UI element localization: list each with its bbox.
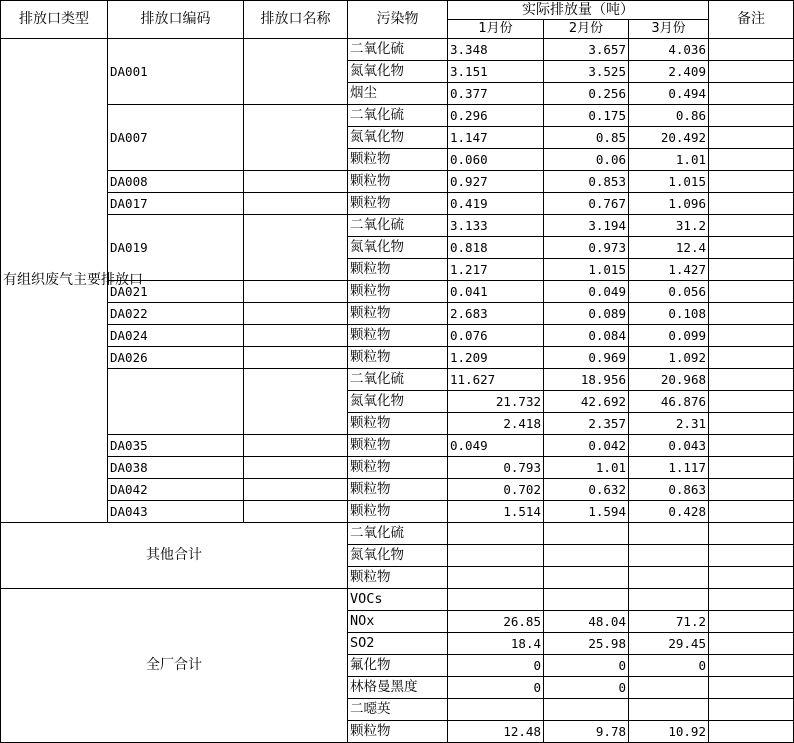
outlet-name xyxy=(244,281,348,303)
pollutant: 颗粒物 xyxy=(348,325,448,347)
pollutant: 颗粒物 xyxy=(348,259,448,281)
pollutant: 颗粒物 xyxy=(348,721,448,743)
pollutant: NOx xyxy=(348,611,448,633)
outlet-code: DA007 xyxy=(108,105,244,171)
value-month-2: 42.692 xyxy=(544,391,629,413)
value-month-3: 0.494 xyxy=(629,83,709,105)
outlet-name xyxy=(244,501,348,523)
value-month-3: 1.015 xyxy=(629,171,709,193)
value-month-2: 0.049 xyxy=(544,281,629,303)
remark-cell xyxy=(709,61,794,83)
value-month-3: 20.968 xyxy=(629,369,709,391)
remark-cell xyxy=(709,281,794,303)
remark-cell xyxy=(709,369,794,391)
outlet-name xyxy=(244,325,348,347)
value-month-3: 0.043 xyxy=(629,435,709,457)
pollutant: 颗粒物 xyxy=(348,347,448,369)
value-month-3 xyxy=(629,567,709,589)
header-type: 排放口类型 xyxy=(1,1,108,39)
remark-cell xyxy=(709,237,794,259)
pollutant: 颗粒物 xyxy=(348,281,448,303)
value-month-1: 0.702 xyxy=(448,479,544,501)
remark-cell xyxy=(709,435,794,457)
outlet-code: DA001 xyxy=(108,39,244,105)
value-month-1: 0.041 xyxy=(448,281,544,303)
outlet-code: DA024 xyxy=(108,325,244,347)
value-month-1: 0.049 xyxy=(448,435,544,457)
remark-cell xyxy=(709,545,794,567)
pollutant: 二氧化硫 xyxy=(348,215,448,237)
value-month-1 xyxy=(448,523,544,545)
table-row xyxy=(1,347,794,369)
value-month-2: 1.594 xyxy=(544,501,629,523)
remark-cell xyxy=(709,105,794,127)
outlet-code: DA038 xyxy=(108,457,244,479)
value-month-3: 29.45 xyxy=(629,633,709,655)
header-month-3: 3月份 xyxy=(629,20,709,39)
pollutant: 颗粒物 xyxy=(348,479,448,501)
value-month-1: 0.818 xyxy=(448,237,544,259)
value-month-2: 48.04 xyxy=(544,611,629,633)
value-month-3 xyxy=(629,523,709,545)
remark-cell xyxy=(709,413,794,435)
outlet-name xyxy=(244,105,348,171)
value-month-3: 1.01 xyxy=(629,149,709,171)
pollutant: 烟尘 xyxy=(348,83,448,105)
value-month-1: 0.419 xyxy=(448,193,544,215)
table-row xyxy=(1,457,794,479)
value-month-2: 0.084 xyxy=(544,325,629,347)
value-month-1: 1.147 xyxy=(448,127,544,149)
remark-cell xyxy=(709,83,794,105)
value-month-2: 0.973 xyxy=(544,237,629,259)
value-month-2: 25.98 xyxy=(544,633,629,655)
value-month-2: 3.525 xyxy=(544,61,629,83)
header-month-1: 1月份 xyxy=(448,20,544,39)
value-month-1 xyxy=(448,567,544,589)
value-month-1: 18.4 xyxy=(448,633,544,655)
value-month-2: 0.632 xyxy=(544,479,629,501)
pollutant: 颗粒物 xyxy=(348,567,448,589)
remark-cell xyxy=(709,325,794,347)
value-month-1: 12.48 xyxy=(448,721,544,743)
outlet-code: DA008 xyxy=(108,171,244,193)
value-month-2 xyxy=(544,545,629,567)
table-row xyxy=(1,215,794,237)
remark-cell xyxy=(709,303,794,325)
outlet-name xyxy=(244,479,348,501)
pollutant: 颗粒物 xyxy=(348,457,448,479)
table-row xyxy=(1,325,794,347)
outlet-name xyxy=(244,435,348,457)
value-month-1: 2.683 xyxy=(448,303,544,325)
value-month-3: 31.2 xyxy=(629,215,709,237)
table-row xyxy=(1,501,794,523)
remark-cell xyxy=(709,215,794,237)
remark-cell xyxy=(709,39,794,61)
outlet-code: DA021 xyxy=(108,281,244,303)
value-month-2: 0 xyxy=(544,677,629,699)
remark-cell xyxy=(709,479,794,501)
value-month-3: 0.108 xyxy=(629,303,709,325)
pollutant: 氮氧化物 xyxy=(348,391,448,413)
value-month-2: 0.042 xyxy=(544,435,629,457)
value-month-3: 71.2 xyxy=(629,611,709,633)
pollutant: 颗粒物 xyxy=(348,193,448,215)
remark-cell xyxy=(709,567,794,589)
other-total-label: 其他合计 xyxy=(1,523,348,589)
pollutant: 氮氧化物 xyxy=(348,545,448,567)
value-month-2: 9.78 xyxy=(544,721,629,743)
pollutant: 林格曼黑度 xyxy=(348,677,448,699)
value-month-2 xyxy=(544,567,629,589)
header-month-2: 2月份 xyxy=(544,20,629,39)
pollutant: 氮氧化物 xyxy=(348,127,448,149)
plant-total-label: 全厂合计 xyxy=(1,589,348,743)
value-month-2: 0 xyxy=(544,655,629,677)
table-row xyxy=(1,281,794,303)
value-month-1: 0.060 xyxy=(448,149,544,171)
pollutant: 颗粒物 xyxy=(348,149,448,171)
value-month-3: 0.86 xyxy=(629,105,709,127)
value-month-1: 0.377 xyxy=(448,83,544,105)
value-month-2: 0.853 xyxy=(544,171,629,193)
outlet-name xyxy=(244,347,348,369)
value-month-2: 3.194 xyxy=(544,215,629,237)
value-month-1: 0.296 xyxy=(448,105,544,127)
value-month-3: 1.096 xyxy=(629,193,709,215)
pollutant: 颗粒物 xyxy=(348,171,448,193)
pollutant: 二噁英 xyxy=(348,699,448,721)
remark-cell xyxy=(709,677,794,699)
value-month-3: 20.492 xyxy=(629,127,709,149)
value-month-1: 3.133 xyxy=(448,215,544,237)
value-month-2: 0.767 xyxy=(544,193,629,215)
pollutant: 氟化物 xyxy=(348,655,448,677)
remark-cell xyxy=(709,501,794,523)
table-row xyxy=(1,369,794,391)
value-month-3: 1.117 xyxy=(629,457,709,479)
value-month-3: 0.428 xyxy=(629,501,709,523)
pollutant: 颗粒物 xyxy=(348,413,448,435)
header-remark: 备注 xyxy=(709,1,794,39)
value-month-1: 0.793 xyxy=(448,457,544,479)
table-row xyxy=(1,589,794,611)
value-month-1: 1.514 xyxy=(448,501,544,523)
pollutant: 氮氧化物 xyxy=(348,237,448,259)
outlet-code: DA026 xyxy=(108,347,244,369)
value-month-1: 3.151 xyxy=(448,61,544,83)
remark-cell xyxy=(709,457,794,479)
value-month-2 xyxy=(544,523,629,545)
outlet-code: DA042 xyxy=(108,479,244,501)
value-month-1: 0.927 xyxy=(448,171,544,193)
value-month-2: 0.089 xyxy=(544,303,629,325)
value-month-2 xyxy=(544,699,629,721)
outlet-name xyxy=(244,303,348,325)
outlet-code: DA043 xyxy=(108,501,244,523)
pollutant: 颗粒物 xyxy=(348,303,448,325)
remark-cell xyxy=(709,589,794,611)
header-code: 排放口编码 xyxy=(108,1,244,39)
value-month-1: 11.627 xyxy=(448,369,544,391)
outlet-name xyxy=(244,39,348,105)
table-row xyxy=(1,171,794,193)
table-row xyxy=(1,523,794,545)
remark-cell xyxy=(709,611,794,633)
header-actual: 实际排放量（吨） xyxy=(448,1,709,20)
value-month-1: 26.85 xyxy=(448,611,544,633)
value-month-3 xyxy=(629,677,709,699)
outlet-code: DA017 xyxy=(108,193,244,215)
value-month-3: 0.099 xyxy=(629,325,709,347)
pollutant: 二氧化硫 xyxy=(348,523,448,545)
value-month-2: 0.175 xyxy=(544,105,629,127)
value-month-3: 1.092 xyxy=(629,347,709,369)
remark-cell xyxy=(709,523,794,545)
value-month-2: 3.657 xyxy=(544,39,629,61)
value-month-3: 12.4 xyxy=(629,237,709,259)
outlet-code: DA019 xyxy=(108,215,244,281)
remark-cell xyxy=(709,171,794,193)
value-month-1 xyxy=(448,589,544,611)
header-name: 排放口名称 xyxy=(244,1,348,39)
value-month-2: 0.969 xyxy=(544,347,629,369)
table-row xyxy=(1,303,794,325)
value-month-2: 0.256 xyxy=(544,83,629,105)
value-month-3: 4.036 xyxy=(629,39,709,61)
value-month-3: 0 xyxy=(629,655,709,677)
value-month-2: 1.015 xyxy=(544,259,629,281)
remark-cell xyxy=(709,149,794,171)
table-row xyxy=(1,39,794,61)
remark-cell xyxy=(709,391,794,413)
remark-cell xyxy=(709,655,794,677)
value-month-3: 10.92 xyxy=(629,721,709,743)
pollutant: 颗粒物 xyxy=(348,501,448,523)
table-row xyxy=(1,193,794,215)
value-month-1: 3.348 xyxy=(448,39,544,61)
value-month-3: 0.056 xyxy=(629,281,709,303)
value-month-1: 1.217 xyxy=(448,259,544,281)
value-month-1: 1.209 xyxy=(448,347,544,369)
pollutant: 二氧化硫 xyxy=(348,39,448,61)
remark-cell xyxy=(709,633,794,655)
value-month-1 xyxy=(448,545,544,567)
remark-cell xyxy=(709,699,794,721)
value-month-3 xyxy=(629,545,709,567)
value-month-3: 0.863 xyxy=(629,479,709,501)
value-month-3 xyxy=(629,589,709,611)
remark-cell xyxy=(709,259,794,281)
value-month-2: 2.357 xyxy=(544,413,629,435)
pollutant: 颗粒物 xyxy=(348,435,448,457)
value-month-3 xyxy=(629,699,709,721)
value-month-3: 1.427 xyxy=(629,259,709,281)
pollutant: 二氧化硫 xyxy=(348,369,448,391)
pollutant: 二氧化硫 xyxy=(348,105,448,127)
pollutant: 氮氧化物 xyxy=(348,61,448,83)
table-row xyxy=(1,105,794,127)
pollutant: VOCs xyxy=(348,589,448,611)
pollutant: SO2 xyxy=(348,633,448,655)
outlet-code: DA035 xyxy=(108,435,244,457)
value-month-3: 46.876 xyxy=(629,391,709,413)
value-month-1: 0 xyxy=(448,677,544,699)
outlet-code xyxy=(108,369,244,435)
header-pollutant: 污染物 xyxy=(348,1,448,39)
remark-cell xyxy=(709,347,794,369)
outlet-name xyxy=(244,171,348,193)
outlet-name xyxy=(244,215,348,281)
value-month-3: 2.31 xyxy=(629,413,709,435)
remark-cell xyxy=(709,193,794,215)
outlet-name xyxy=(244,457,348,479)
value-month-2: 0.85 xyxy=(544,127,629,149)
table-row xyxy=(1,435,794,457)
outlet-name xyxy=(244,193,348,215)
remark-cell xyxy=(709,721,794,743)
value-month-1 xyxy=(448,699,544,721)
value-month-2: 18.956 xyxy=(544,369,629,391)
outlet-code: DA022 xyxy=(108,303,244,325)
header-row-1 xyxy=(1,1,794,20)
value-month-2 xyxy=(544,589,629,611)
value-month-1: 0.076 xyxy=(448,325,544,347)
outlet-name xyxy=(244,369,348,435)
table-row xyxy=(1,479,794,501)
value-month-3: 2.409 xyxy=(629,61,709,83)
value-month-1: 21.732 xyxy=(448,391,544,413)
value-month-1: 2.418 xyxy=(448,413,544,435)
value-month-1: 0 xyxy=(448,655,544,677)
value-month-2: 0.06 xyxy=(544,149,629,171)
value-month-2: 1.01 xyxy=(544,457,629,479)
remark-cell xyxy=(709,127,794,149)
outlet-type: 有组织废气主要排放口 xyxy=(1,39,108,523)
